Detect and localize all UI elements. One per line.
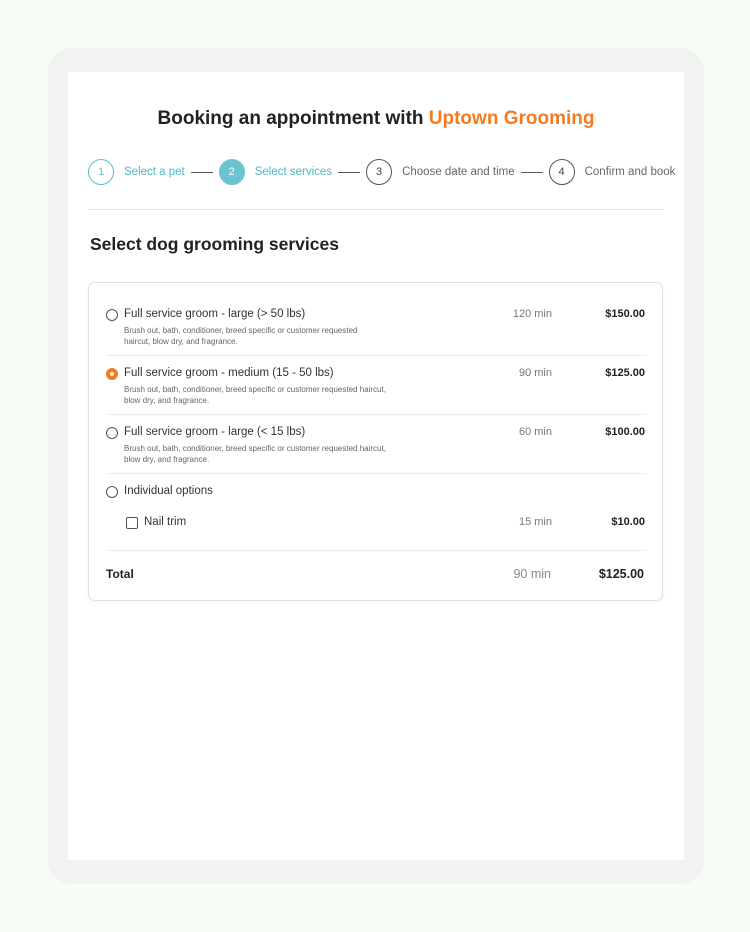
service-name: Full service groom - large (> 50 lbs) bbox=[124, 308, 306, 320]
service-row-large[interactable] bbox=[106, 297, 647, 356]
service-duration: 90 min bbox=[518, 367, 552, 379]
booking-stepper bbox=[88, 159, 675, 185]
option-price: $10.00 bbox=[611, 516, 645, 528]
step-connector bbox=[338, 172, 360, 173]
service-price: $150.00 bbox=[605, 308, 645, 320]
service-description bbox=[124, 325, 444, 347]
service-radio[interactable] bbox=[106, 427, 118, 439]
service-name: Full service groom - medium (15 - 50 lbs) bbox=[124, 367, 334, 379]
service-description-line: Brush out, bath, conditioner, breed specific or customer requested haircut, bbox=[124, 444, 386, 453]
header-divider bbox=[88, 209, 664, 210]
step-connector bbox=[521, 172, 543, 173]
option-duration: 15 min bbox=[518, 516, 552, 528]
service-radio-selected[interactable] bbox=[106, 368, 118, 380]
section-title: Select dog grooming services bbox=[90, 234, 339, 254]
step-3-indicator: 3 bbox=[366, 159, 392, 185]
total-price: $125.00 bbox=[598, 567, 644, 581]
services-card bbox=[88, 282, 663, 601]
total-duration: 90 min bbox=[513, 567, 551, 581]
step-1-indicator[interactable]: 1 bbox=[88, 159, 114, 185]
booking-screen bbox=[68, 72, 684, 860]
step-2-label[interactable]: Select services bbox=[254, 166, 333, 178]
nail-trim-checkbox[interactable] bbox=[126, 517, 138, 529]
individual-options-label: Individual options bbox=[124, 485, 213, 497]
page-title bbox=[68, 108, 684, 130]
device-frame bbox=[48, 48, 704, 884]
step-3-label: Choose date and time bbox=[402, 166, 515, 178]
title-prefix: Booking an appointment with bbox=[157, 108, 424, 129]
service-price: $125.00 bbox=[605, 367, 645, 379]
service-description-line: Brush out, bath, conditioner, breed specific or customer requested haircut, bbox=[124, 385, 386, 394]
individual-options-row[interactable] bbox=[106, 474, 647, 551]
service-name: Full service groom - large (< 15 lbs) bbox=[124, 426, 306, 438]
step-1-label[interactable]: Select a pet bbox=[124, 166, 185, 178]
step-4-label: Confirm and book bbox=[584, 166, 676, 178]
service-description bbox=[124, 384, 464, 406]
service-radio[interactable] bbox=[106, 309, 118, 321]
service-row-small[interactable] bbox=[106, 415, 647, 474]
service-description-line: blow dry, and fragrance. bbox=[124, 455, 210, 464]
total-label: Total bbox=[106, 567, 134, 581]
step-2-indicator[interactable]: 2 bbox=[219, 159, 245, 185]
service-description-line: blow dry, and fragrance. bbox=[124, 396, 210, 405]
business-name: Uptown Grooming bbox=[428, 108, 595, 129]
service-description bbox=[124, 443, 464, 465]
option-name: Nail trim bbox=[144, 516, 187, 528]
step-4-indicator: 4 bbox=[549, 159, 575, 185]
service-duration: 120 min bbox=[512, 308, 552, 320]
service-description-line: haircut, blow dry, and fragrance. bbox=[124, 337, 238, 346]
service-description-line: Brush out, bath, conditioner, breed specific or customer requested bbox=[124, 326, 358, 335]
service-price: $100.00 bbox=[605, 426, 645, 438]
individual-options-radio[interactable] bbox=[106, 486, 118, 498]
service-duration: 60 min bbox=[518, 426, 552, 438]
service-row-medium[interactable] bbox=[106, 356, 647, 415]
step-connector bbox=[191, 172, 213, 173]
